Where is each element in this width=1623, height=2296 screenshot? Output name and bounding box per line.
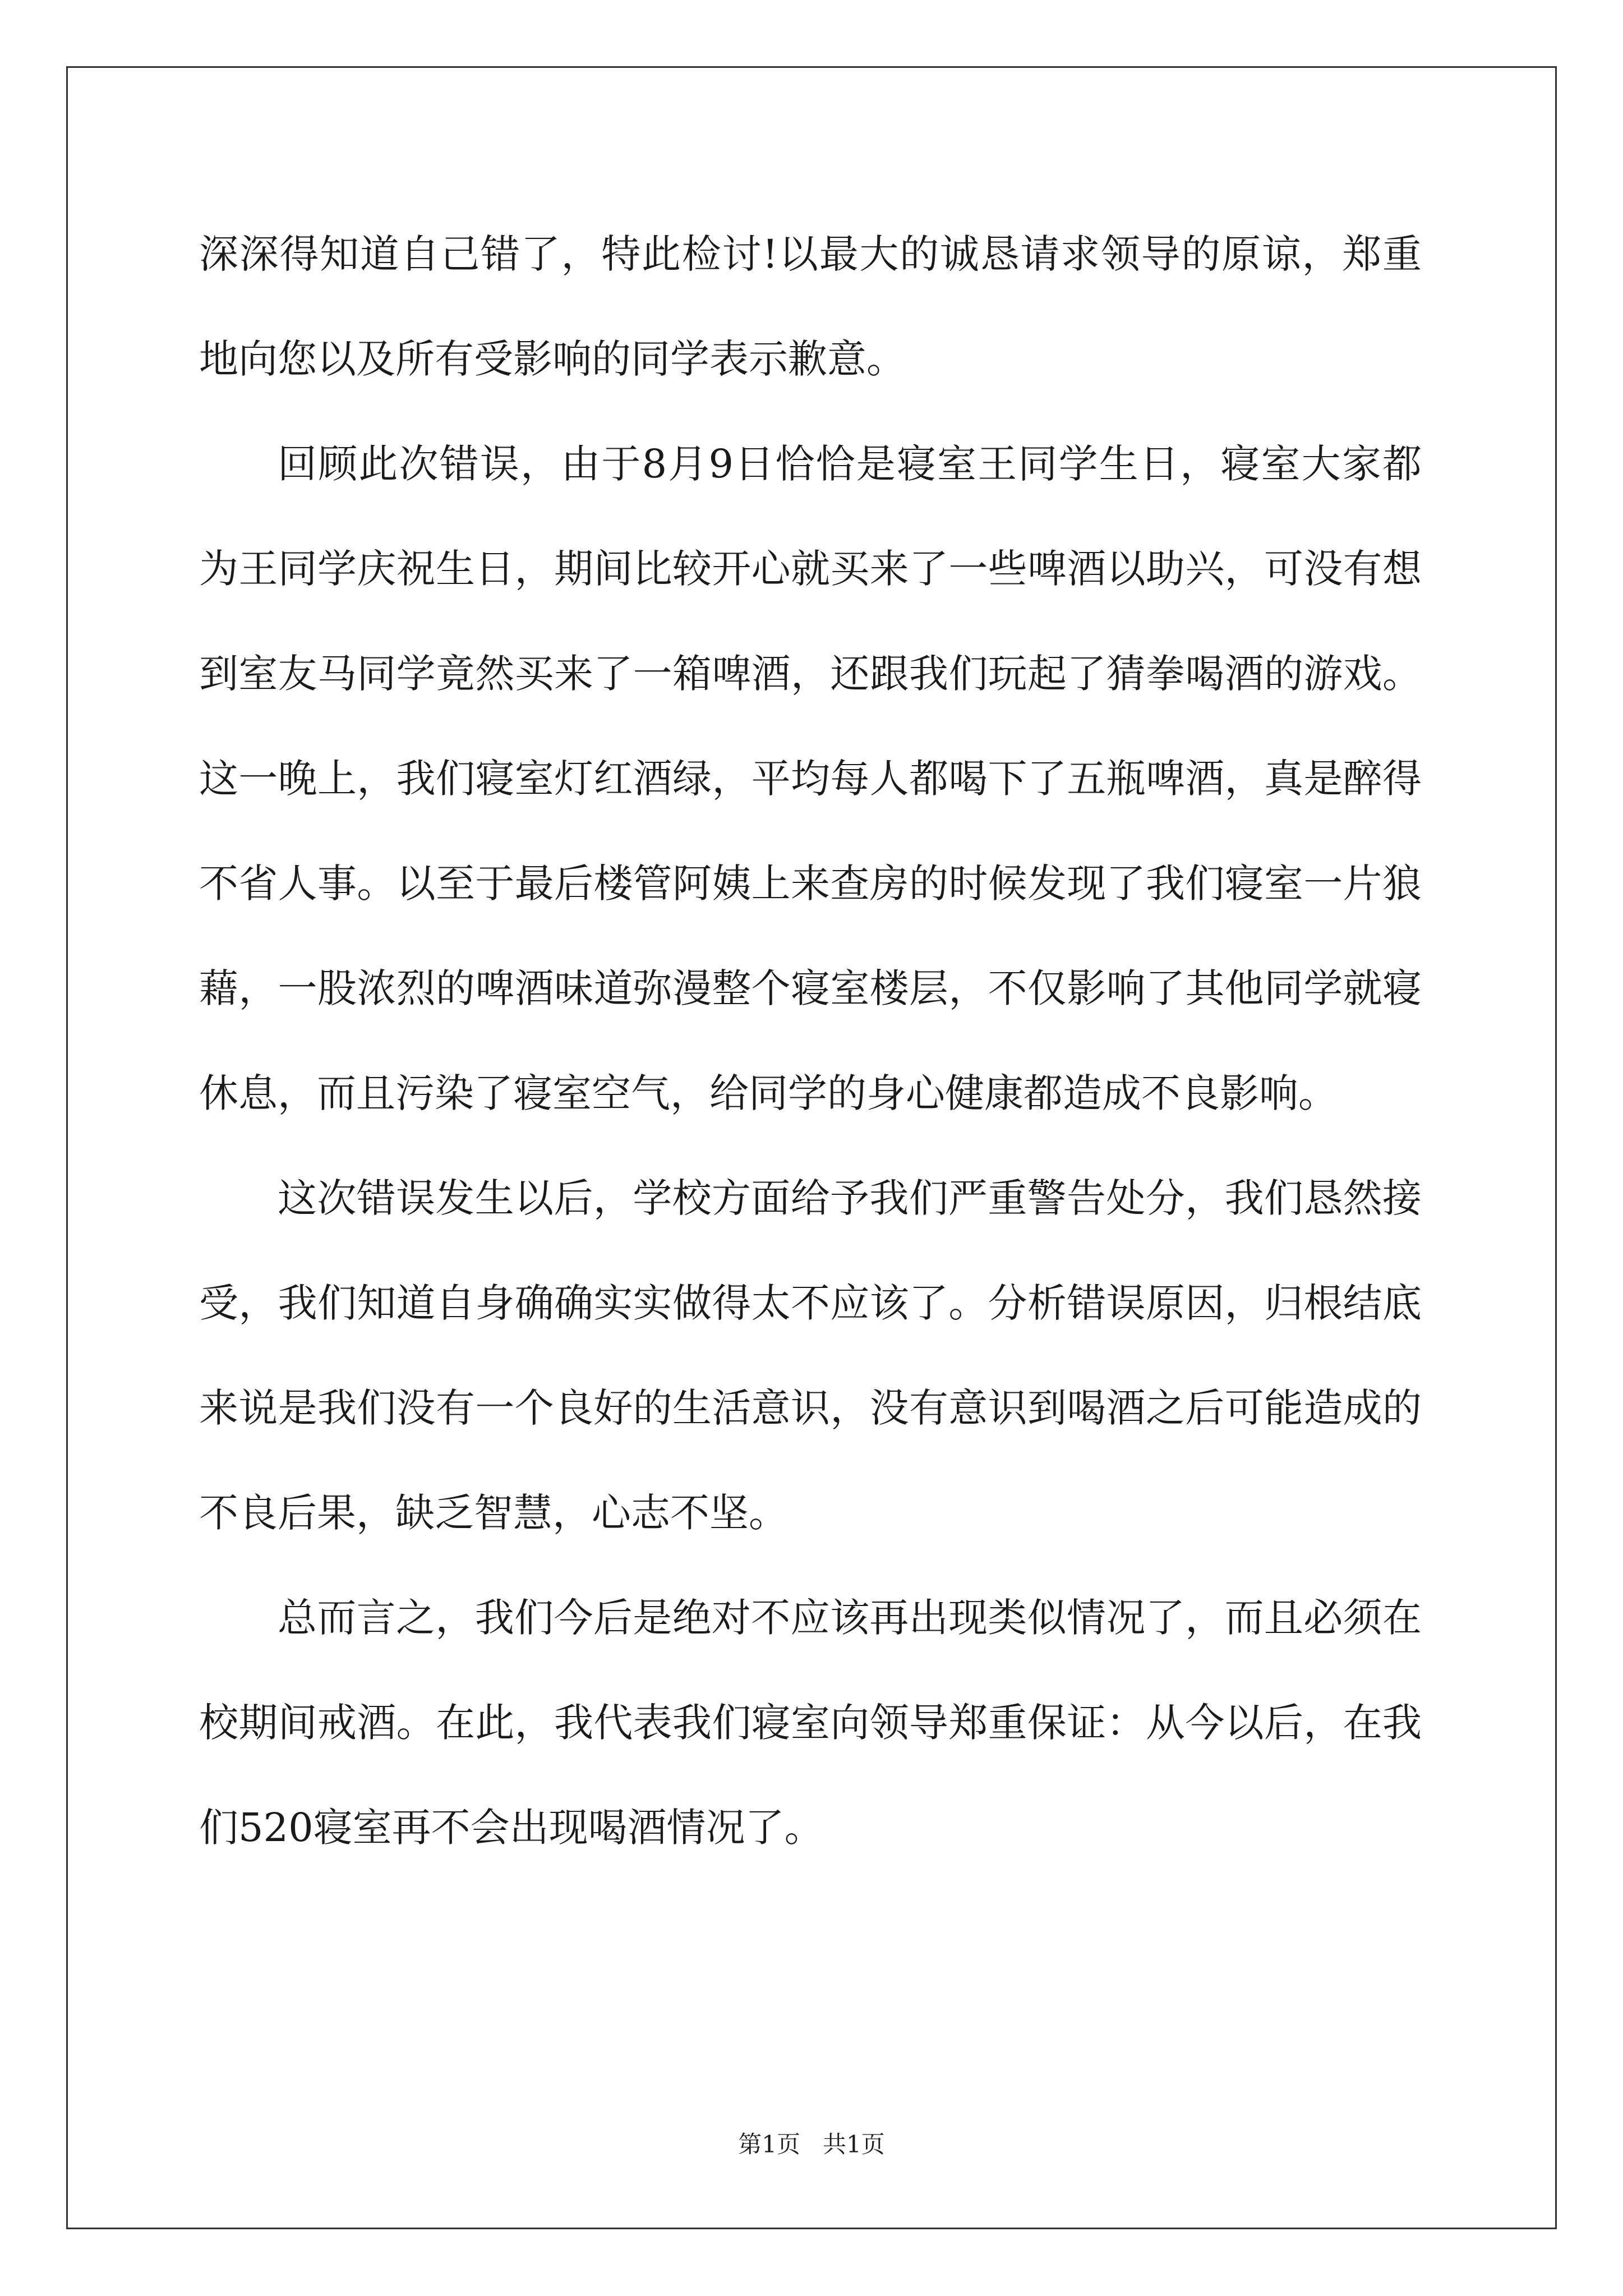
- page-total: 共1页: [823, 2131, 885, 2158]
- page-number: 第1页: [738, 2131, 800, 2158]
- document-body: [199, 202, 1422, 1880]
- page-footer: [0, 2126, 1623, 2160]
- paragraph-2: 回顾此次错误，由于8月9日恰恰是寝室王同学生日，寝室大家都为王同学庆祝生日，期间比较开心就买来了一些啤酒以助兴，可没有想到室友马同学竟然买来了一箱啤酒，还跟我们玩起了猜拳喝酒的游戏。这一晚上，我们寝室灯红酒绿，平均每人都喝下了五瓶啤酒，真是醉得不省人事。以至于最后楼管阿姨上来查房的时候发现了我们寝室一片狼藉，一股浓烈的啤酒味道弥漫整个寝室楼层，不仅影响了其他同学就寝休息，而且污染了寝室空气，给同学的身心健康都造成不良影响。: [199, 441, 1422, 1116]
- paragraph-3: 这次错误发生以后，学校方面给予我们严重警告处分，我们恳然接受，我们知道自身确确实实做得太不应该了。分析错误原因，归根结底来说是我们没有一个良好的生活意识，没有意识到喝酒之后可能造成的不良后果，缺乏智慧，心志不坚。: [199, 1175, 1422, 1536]
- paragraph-4: 总而言之，我们今后是绝对不应该再出现类似情况了，而且必须在校期间戒酒。在此，我代表我们寝室向领导郑重保证：从今以后，在我们520寝室再不会出现喝酒情况了。: [199, 1595, 1422, 1851]
- paragraph-1: 深深得知道自己错了，特此检讨!以最大的诚恳请求领导的原谅，郑重地向您以及所有受影响的同学表示歉意。: [199, 231, 1422, 382]
